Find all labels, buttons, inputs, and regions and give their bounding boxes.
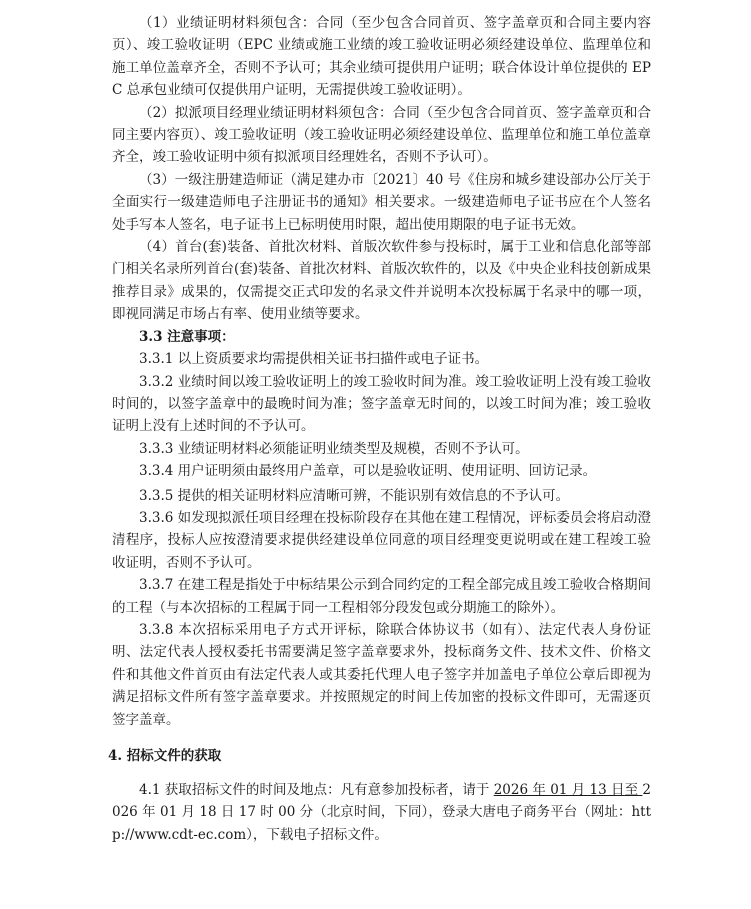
note-3-3-2: 3.3.2 业绩时间以竣工验收证明上的竣工验收时间为准。竣工验收证明上没有竣工验收时间的，以签字盖章中的最晚时间为准；签字盖章无时间的，以竣工时间为准；竣工验收证明上没有上述时间的不予认可。 (112, 373, 651, 435)
section-4-1-prefix: 4.1 获取招标文件的时间及地点：凡有意参加投标者，请于 (139, 782, 494, 798)
qualification-item-3: （3）一级注册建造师证（满足建办市〔2021〕40 号《住房和城乡建设部办公厅关于全面实行一级建造师电子注册证书的通知》相关要求。一级建造师电子证书应在个人签名处手写本人签名，电子证书上已标明使用时限，超出使用期限的电子证书无效。 (112, 171, 651, 233)
section-4-heading: 4. 招标文件的获取 (108, 748, 222, 764)
note-3-3-6: 3.3.6 如发现拟派任项目经理在投标阶段存在其他在建工程情况，评标委员会将启动澄清程序，投标人应按澄清要求提供经建设单位同意的项目经理变更说明或在建工程竣工验收证明，否则不予认可。 (112, 509, 651, 571)
qualification-item-1: （1）业绩证明材料须包含：合同（至少包含合同首页、签字盖章页和合同主要内容页）、竣工验收证明（EPC 业绩或施工业绩的竣工验收证明必须经建设单位、监理单位和施工单位盖章齐全，否则不予认可；其余业绩可提供用户证明；联合体设计单位提供的 EPC 总承包业绩可仅提供用户证明，无需提供竣工验收证明）。 (112, 15, 651, 99)
section-4-1-suffix: （北京时间，下同），登录大唐电子商务平台（网址：http://www.cdt-ec.com），下载电子招标文件。 (112, 804, 652, 843)
section-4-1-mid: 至 (624, 782, 643, 798)
notes-heading: 3.3 注意事项： (139, 328, 235, 345)
note-3-3-5: 3.3.5 提供的相关证明材料应清晰可辨，不能识别有效信息的不予认可。 (139, 487, 570, 504)
section-4-1 (112, 779, 651, 846)
qualification-item-2: （2）拟派项目经理业绩证明材料须包含：合同（至少包含合同首页、签字盖章页和合同主要内容页）、竣工验收证明（竣工验收证明必须经建设单位、监理单位和施工单位盖章齐全，竣工验收证明中须有拟派项目经理姓名，否则不予认可）。 (112, 104, 651, 166)
section-4-1-start-date: 2026 年 01 月 13 日 (493, 782, 625, 798)
qualification-item-4: （4）首台(套)装备、首批次材料、首版次软件参与投标时，属于工业和信息化部等部门相关名录所列首台(套)装备、首批次材料、首版次软件的，以及《中央企业科技创新成果推荐目录》成果的，仅需提交正式印发的名录文件并说明本次投标属于名录中的哪一项，即视同满足市场占有率、使用业绩等要求。 (112, 239, 651, 323)
note-3-3-7: 3.3.7 在建工程是指处于中标结果公示到合同约定的工程全部完成且竣工验收合格期间的工程（与本次招标的工程属于同一工程相邻分段发包或分期施工的除外）。 (112, 577, 651, 616)
note-3-3-1: 3.3.1 以上资质要求均需提供相关证书扫描件或电子证书。 (139, 351, 489, 368)
section-4-1-end-date: 2026 年 01 月 18 日 17 时 00 分 (112, 782, 651, 821)
note-3-3-4: 3.3.4 用户证明须由最终用户盖章，可以是验收证明、使用证明、回访记录。 (139, 463, 597, 480)
note-3-3-3: 3.3.3 业绩证明材料必须能证明业绩类型及规模，否则不予认可。 (139, 440, 529, 457)
note-3-3-8: 3.3.8 本次招标采用电子方式开评标，除联合体协议书（如有）、法定代表人身份证明、法定代表人授权委托书需要满足签字盖章要求外，投标商务文件、技术文件、价格文件和其他文件首页由有法定代表人或其委托代理人电子签字并加盖电子单位公章后即视为满足招标文件所有签字盖章要求。并按照规定的时间上传加密的投标文件即可，无需逐页签字盖章。 (112, 621, 651, 728)
